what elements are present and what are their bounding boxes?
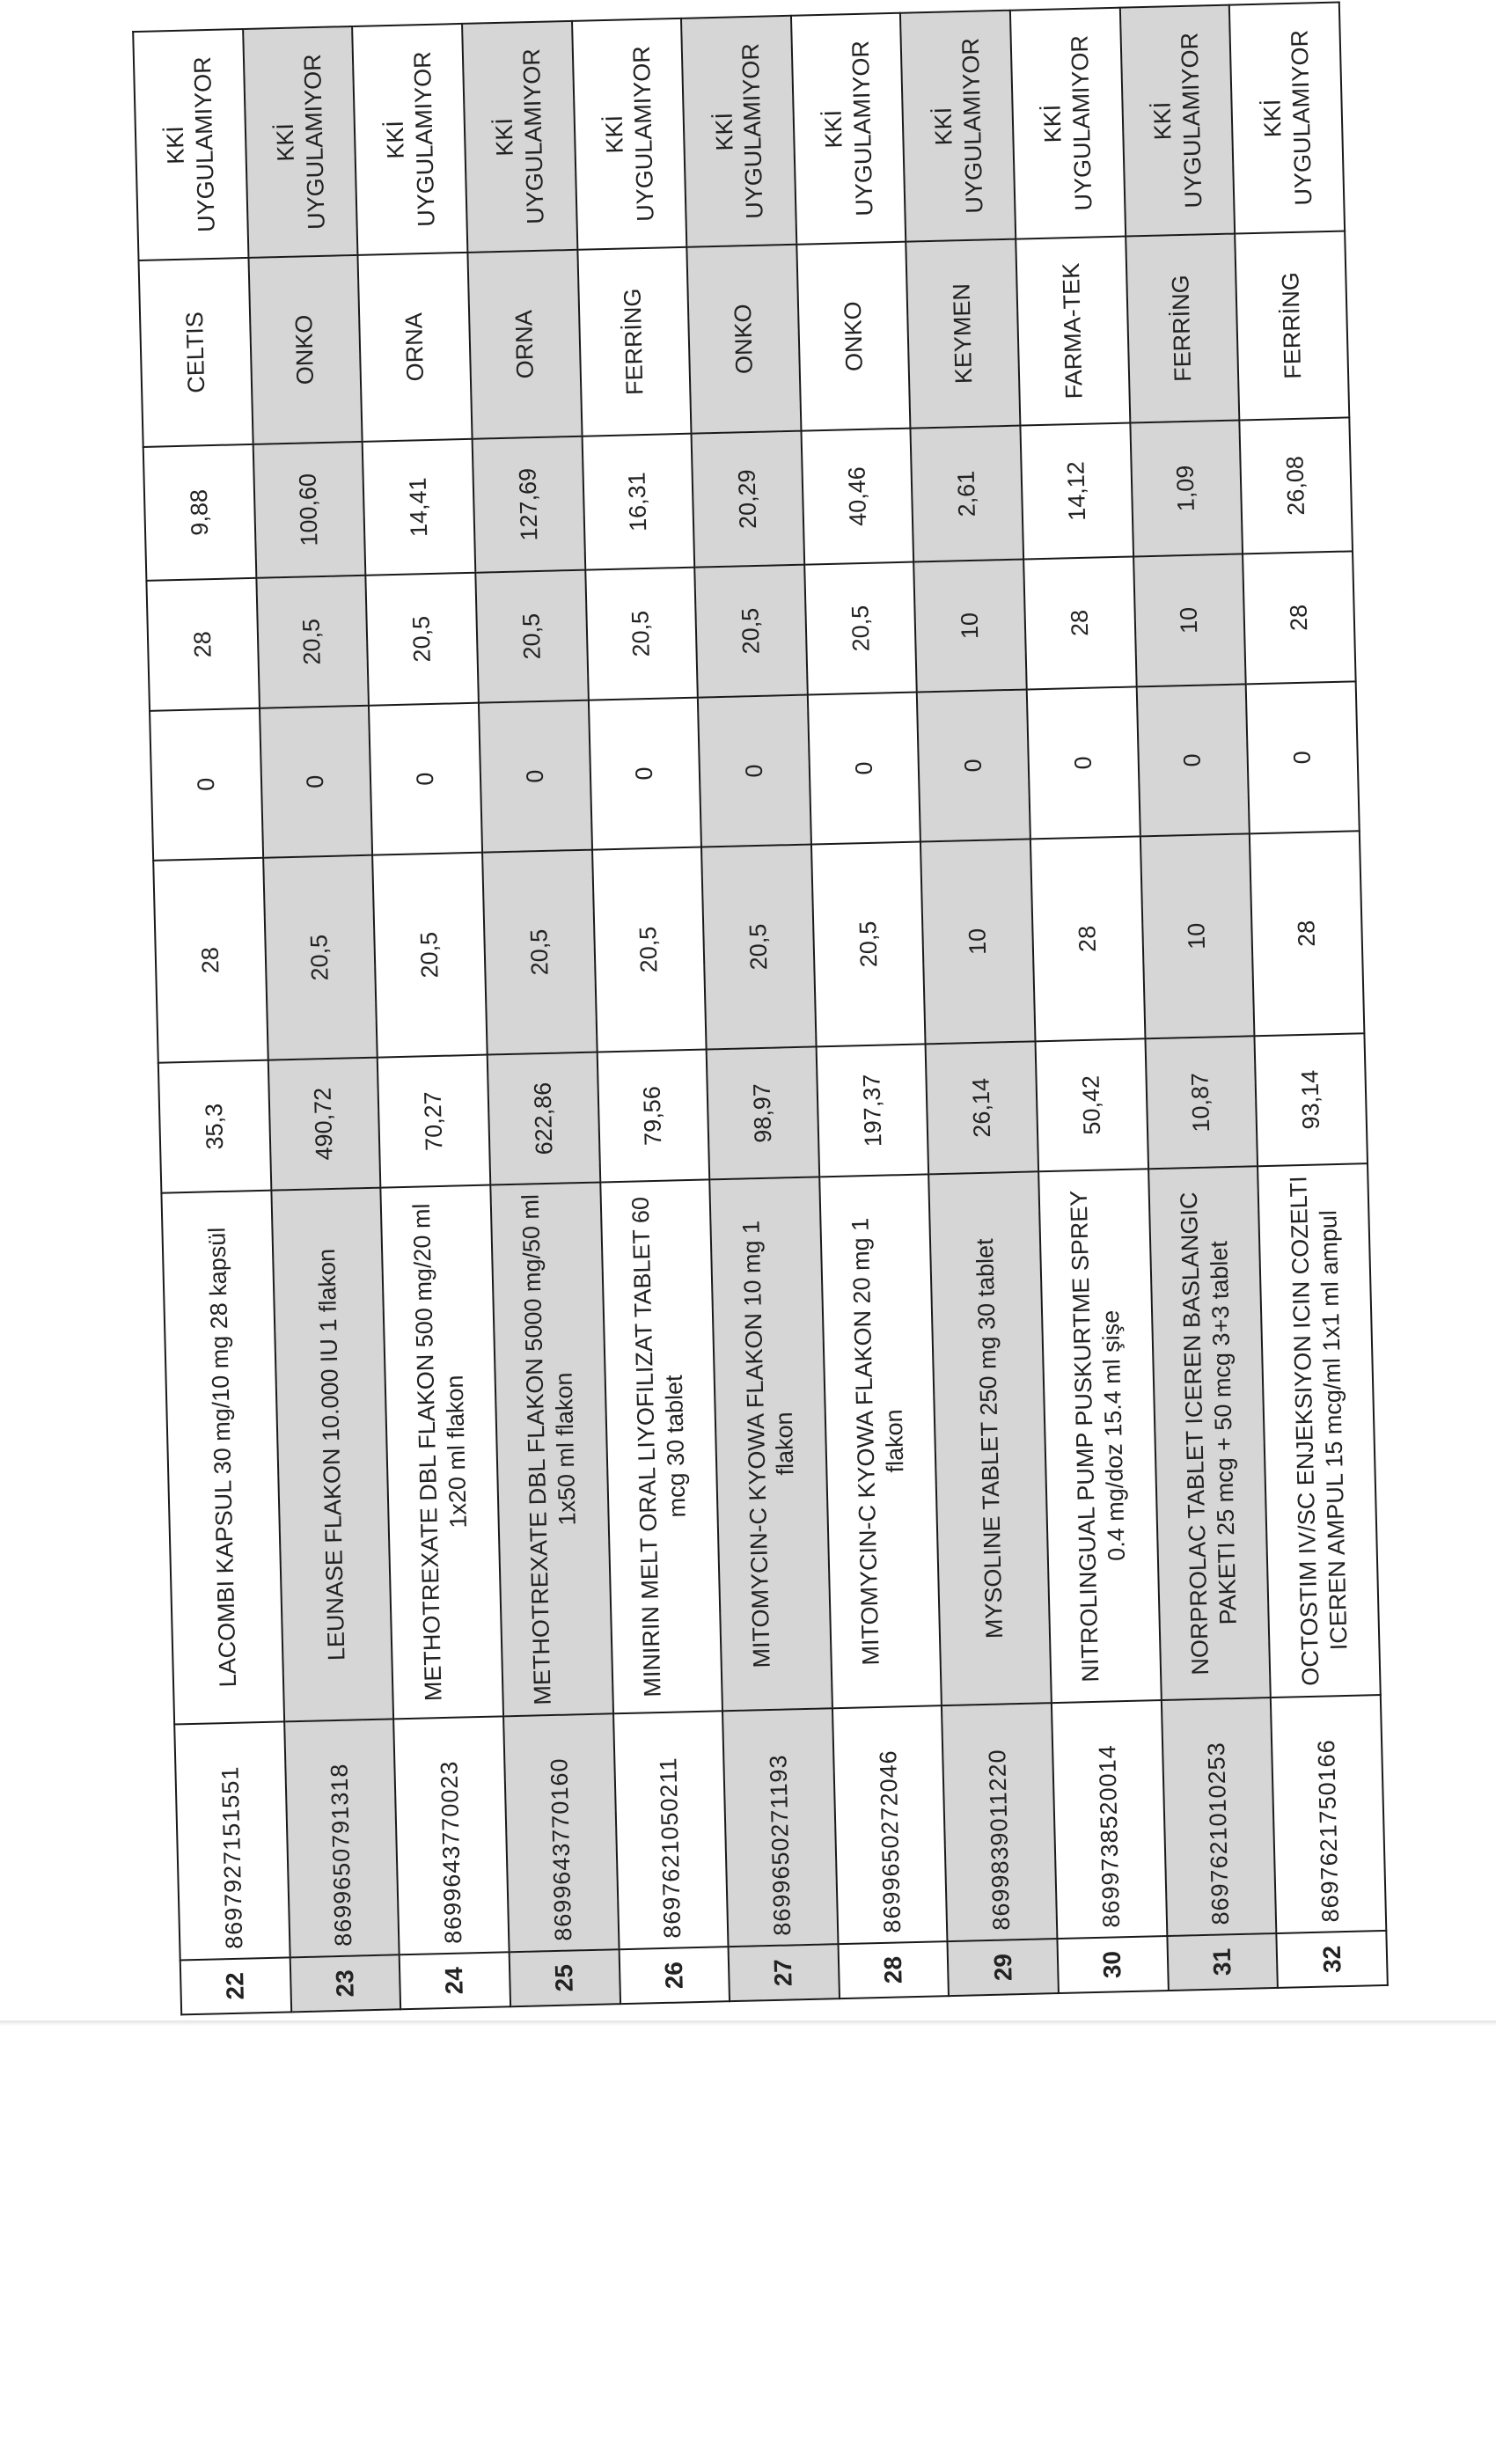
row-number: 22 xyxy=(180,1957,290,2014)
status-cell: KKİ UYGULAMIYOR xyxy=(461,21,576,253)
amount-cell: 127,69 xyxy=(472,436,584,573)
applied-rate-cell: 20,5 xyxy=(475,570,588,703)
status-cell: KKİ UYGULAMIYOR xyxy=(571,18,686,250)
barcode-cell: 8699650271193 xyxy=(722,1708,838,1947)
barcode-cell: 8699839011220 xyxy=(942,1703,1057,1941)
product-name-cell: NITROLINGUAL PUMP PUSKURTME SPREY 0.4 mg/doz 15.4 ml şişe xyxy=(1038,1169,1161,1703)
applied-rate-cell: 20,5 xyxy=(584,568,697,700)
company-cell: FERRİNG xyxy=(1125,234,1239,423)
zero-rate-cell: 0 xyxy=(917,689,1030,841)
company-cell: ONKO xyxy=(796,242,911,431)
product-name-cell: LEUNASE FLAKON 10.000 IU 1 flakon xyxy=(271,1188,393,1722)
product-name-cell: METHOTREXATE DBL FLAKON 500 mg/20 ml 1x20 ml flakon xyxy=(380,1185,502,1720)
company-cell: KEYMEN xyxy=(906,239,1020,429)
applied-rate-cell: 20,5 xyxy=(256,576,369,708)
status-cell: KKİ UYGULAMIYOR xyxy=(352,24,467,255)
barcode-cell: 8697621050211 xyxy=(612,1711,728,1949)
price-cell: 26,14 xyxy=(925,1041,1038,1174)
product-name-cell: METHOTREXATE DBL FLAKON 5000 mg/50 ml 1x50 ml flakon xyxy=(490,1183,612,1717)
barcode-cell: 8699643770023 xyxy=(393,1716,509,1954)
status-cell: KKİ UYGULAMIYOR xyxy=(242,26,357,258)
product-name-cell: LACOMBI KAPSUL 30 mg/10 mg 28 kapsül xyxy=(161,1191,283,1725)
rate-cell: 20,5 xyxy=(372,853,487,1058)
price-cell: 98,97 xyxy=(706,1046,818,1179)
zero-rate-cell: 0 xyxy=(369,703,482,855)
table-body xyxy=(133,3,1388,2015)
amount-cell: 14,12 xyxy=(1020,423,1133,560)
amount-cell: 2,61 xyxy=(910,426,1023,562)
rotated-table-wrapper xyxy=(132,3,1389,2015)
applied-rate-cell: 28 xyxy=(1243,551,1355,684)
status-cell: KKİ UYGULAMIYOR xyxy=(1119,5,1235,237)
status-cell: KKİ UYGULAMIYOR xyxy=(133,29,248,260)
price-cell: 622,86 xyxy=(487,1052,599,1185)
amount-cell: 20,29 xyxy=(691,431,803,568)
barcode-cell: 8697621750166 xyxy=(1271,1695,1386,1933)
amount-cell: 100,60 xyxy=(253,442,365,578)
row-number: 26 xyxy=(619,1947,730,2004)
zero-rate-cell: 0 xyxy=(259,706,372,858)
row-number: 29 xyxy=(947,1939,1058,1996)
rate-cell: 20,5 xyxy=(591,847,706,1052)
amount-cell: 26,08 xyxy=(1239,417,1352,554)
amount-cell: 14,41 xyxy=(362,439,474,576)
zero-rate-cell: 0 xyxy=(1245,681,1359,833)
status-cell: KKİ UYGULAMIYOR xyxy=(681,16,796,247)
rate-cell: 20,5 xyxy=(481,850,596,1055)
price-cell: 197,37 xyxy=(816,1044,928,1177)
company-cell: FERRİNG xyxy=(576,247,691,436)
applied-rate-cell: 28 xyxy=(1023,556,1136,689)
rate-cell: 10 xyxy=(920,839,1035,1044)
price-cell: 50,42 xyxy=(1035,1038,1148,1171)
status-cell: KKİ UYGULAMIYOR xyxy=(1009,8,1125,239)
amount-cell: 1,09 xyxy=(1129,420,1242,556)
drug-price-table xyxy=(132,2,1389,2016)
applied-rate-cell: 20,5 xyxy=(365,573,478,706)
row-number: 23 xyxy=(290,1954,400,2012)
zero-rate-cell: 0 xyxy=(588,698,701,850)
product-name-cell: MINIRIN MELT ORAL LIYOFILIZAT TABLET 60 mcg 30 tablet xyxy=(599,1179,722,1713)
applied-rate-cell: 20,5 xyxy=(803,562,916,695)
rate-cell: 28 xyxy=(153,858,268,1063)
price-cell: 70,27 xyxy=(377,1055,489,1188)
zero-rate-cell: 0 xyxy=(807,693,920,845)
company-cell: CELTIS xyxy=(138,258,253,447)
row-number: 31 xyxy=(1167,1933,1278,1991)
rate-cell: 28 xyxy=(1250,831,1364,1036)
amount-cell: 40,46 xyxy=(801,429,913,565)
row-number: 28 xyxy=(838,1941,949,1998)
company-cell: ORNA xyxy=(467,250,582,439)
company-cell: ONKO xyxy=(686,245,801,434)
applied-rate-cell: 28 xyxy=(146,578,259,711)
barcode-cell: 8699738520014 xyxy=(1051,1700,1166,1939)
product-name-cell: MYSOLINE TABLET 250 mg 30 tablet xyxy=(928,1171,1051,1705)
company-cell: FERRİNG xyxy=(1235,231,1349,421)
price-cell: 35,3 xyxy=(158,1060,270,1193)
zero-rate-cell: 0 xyxy=(1026,686,1140,839)
applied-rate-cell: 10 xyxy=(1133,554,1245,686)
barcode-cell: 8697927151551 xyxy=(174,1721,290,1960)
price-cell: 93,14 xyxy=(1254,1033,1367,1166)
product-name-cell: MITOMYCIN-C KYOWA FLAKON 20 mg 1 flakon xyxy=(818,1174,941,1708)
company-cell: FARMA-TEK xyxy=(1016,237,1130,426)
product-name-cell: OCTOSTIM IV/SC ENJEKSIYON ICIN COZELTI ICEREN AMPUL 15 mcg/ml 1x1 ml ampul xyxy=(1258,1163,1380,1698)
row-number: 27 xyxy=(728,1944,839,2001)
price-cell: 490,72 xyxy=(268,1058,380,1191)
company-cell: ONKO xyxy=(248,255,363,444)
row-number: 24 xyxy=(399,1952,510,2009)
applied-rate-cell: 20,5 xyxy=(694,565,807,698)
price-cell: 10,87 xyxy=(1145,1036,1258,1169)
zero-rate-cell: 0 xyxy=(150,708,263,861)
status-cell: KKİ UYGULAMIYOR xyxy=(790,13,906,245)
barcode-cell: 8697621010253 xyxy=(1161,1698,1276,1936)
status-cell: KKİ UYGULAMIYOR xyxy=(900,11,1016,242)
rate-cell: 20,5 xyxy=(810,841,925,1046)
applied-rate-cell: 10 xyxy=(913,560,1026,693)
row-number: 25 xyxy=(509,1949,620,2006)
amount-cell: 16,31 xyxy=(582,434,694,570)
row-number: 32 xyxy=(1276,1931,1387,1988)
rate-cell: 28 xyxy=(1030,836,1144,1041)
zero-rate-cell: 0 xyxy=(478,700,591,853)
zero-rate-cell: 0 xyxy=(1136,684,1250,836)
rate-cell: 10 xyxy=(1140,833,1254,1038)
product-name-cell: MITOMYCIN-C KYOWA FLAKON 10 mg 1 flakon xyxy=(709,1177,832,1711)
zero-rate-cell: 0 xyxy=(697,695,810,847)
rate-cell: 20,5 xyxy=(262,855,377,1060)
product-name-cell: NORPROLAC TABLET ICEREN BASLANGIC PAKETI 25 mcg + 50 mcg 3+3 tablet xyxy=(1148,1166,1270,1700)
rate-cell: 20,5 xyxy=(701,845,816,1050)
scan-edge-shadow xyxy=(0,2020,1496,2026)
row-number: 30 xyxy=(1057,1936,1168,1993)
barcode-cell: 8699650791318 xyxy=(283,1719,399,1957)
amount-cell: 9,88 xyxy=(143,444,255,581)
barcode-cell: 8699650272046 xyxy=(832,1705,947,1944)
company-cell: ORNA xyxy=(357,253,472,442)
price-cell: 79,56 xyxy=(597,1050,709,1183)
status-cell: KKİ UYGULAMIYOR xyxy=(1229,3,1345,234)
barcode-cell: 8699643770160 xyxy=(502,1713,618,1952)
